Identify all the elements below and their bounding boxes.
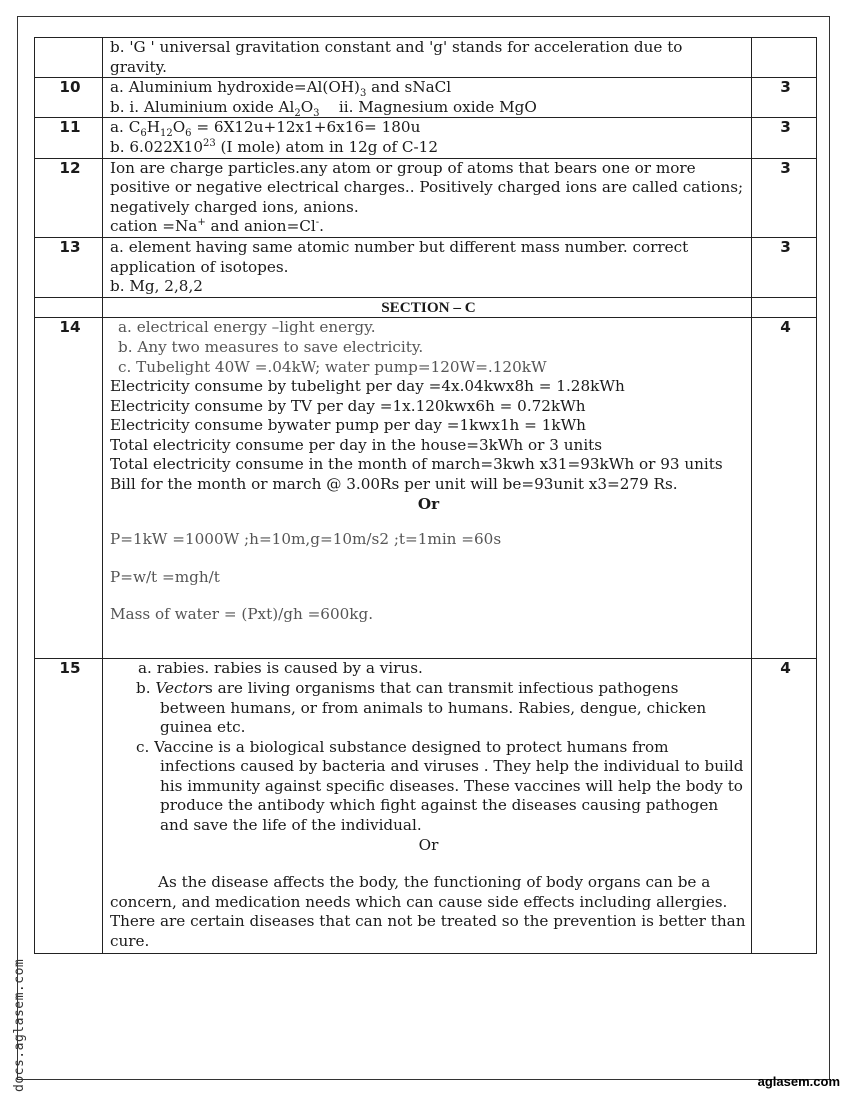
question-number <box>35 38 103 78</box>
answer-cell <box>103 118 752 158</box>
table-row <box>35 118 817 158</box>
marks-cell: 4 <box>752 659 817 954</box>
answer-line: c. Tubelight 40W =.04kW; water pump=120W=.120kW <box>118 357 547 376</box>
table-row <box>35 237 817 297</box>
answer-line: P=w/t =mgh/t <box>110 567 220 586</box>
marks-cell <box>752 38 817 78</box>
answer-line: b. $6.022X10^{23}$ (I mole) atom in 12g of C-12 <box>110 137 438 156</box>
answer-cell <box>103 237 752 297</box>
answer-line: Electricity consume by TV per day =1x.120kwx6h = 0.72kWh <box>110 396 586 415</box>
or-separator: Or <box>417 494 440 513</box>
answer-line: b. 'G ' universal gravitation constant and 'g' stands for acceleration due to <box>110 38 683 56</box>
marks-cell: 3 <box>752 237 817 297</box>
answer-line: a. Aluminium $hydroxide=Al(OH)_3$ and sNaCl <box>110 78 452 100</box>
answer-paragraph: a. element having same atomic number but different mass number. correct application of isotopes. <box>110 237 689 276</box>
marks-cell: 3 <box>752 158 817 237</box>
empty-cell <box>752 297 817 318</box>
answer-paragraph: b. Vectors are living organisms that can transmit infectious pathogens between humans, or from animals to humans. Rabies, dengue, chicken guinea etc. <box>136 678 707 737</box>
watermark-text: docs.aglasem.com <box>12 958 27 1092</box>
answer-table <box>34 37 817 954</box>
answer-cell <box>103 38 752 78</box>
marks-cell: 3 <box>752 78 817 118</box>
empty-cell <box>35 297 103 318</box>
answer-line: Mass of water = (Pxt)/gh =600kg. <box>110 605 374 624</box>
answer-line: gravity. <box>110 57 167 76</box>
table-row <box>35 38 817 78</box>
question-number: 14 <box>35 318 103 659</box>
answer-line: b. Any two measures to save electricity. <box>118 337 424 356</box>
answer-cell <box>103 158 752 237</box>
question-number: 12 <box>35 158 103 237</box>
section-row <box>35 297 817 318</box>
answer-paragraph: As the disease affects the body, the functioning of body organs can be a concern, and medication needs which can cause side effects including allergies. There are certain diseases that can not be treated so the prevention is better than cure. <box>110 873 746 951</box>
question-number: 13 <box>35 237 103 297</box>
answer-line: P=1kW =1000W ;h=10m,g=10m/s2 ;t=1min =60s <box>110 530 502 549</box>
table-row <box>35 158 817 237</box>
answer-line: Bill for the month or march @ 3.00Rs per unit will be=93unit x3=279 Rs. <box>110 475 678 494</box>
answer-line: Electricity consume bywater pump per day =1kwx1h = 1kWh <box>110 416 586 435</box>
question-number: 15 <box>35 659 103 954</box>
brand-logo-text[interactable]: aglasem.com <box>757 1074 840 1089</box>
answer-line: Electricity consume by tubelight per day =4x.04kwx8h = 1.28kWh <box>110 377 625 396</box>
marks-cell: 3 <box>752 118 817 158</box>
answer-paragraph: Ion are charge particles.any atom or group of atoms that bears one or more positive or negative electrical charges.. Positively charged ions are called cations; negatively charged ions, anions. <box>110 158 744 216</box>
answer-line: Total electricity consume per day in the house=3kWh or 3 units <box>110 435 603 454</box>
table-row <box>35 318 817 659</box>
or-separator: Or <box>418 835 439 854</box>
answer-paragraph: Total electricity consume in the month of march=3kwh x31=93kWh or 93 units <box>110 455 723 474</box>
answer-line: a. $C_6H_{12}O_6 = 6X12u+12x1+6x16= 180u$ <box>110 118 421 140</box>
answer-cell <box>103 318 752 659</box>
answer-cell <box>103 659 752 954</box>
answer-line: a. electrical energy –light energy. <box>118 318 376 337</box>
section-heading: SECTION – C <box>103 297 752 318</box>
table-row <box>35 78 817 118</box>
question-number: 10 <box>35 78 103 118</box>
marks-cell: 4 <box>752 318 817 659</box>
answer-paragraph: c. Vaccine is a biological substance designed to protect humans from infections caused by bacteria and viruses . They help the individual to build his immunity against specific diseases. These vaccines will help the body to produce the antibody which fight against the diseases causing pathogen and save the life of the individual. <box>136 737 744 835</box>
answer-line: b. Mg, 2,8,2 <box>110 277 203 296</box>
answer-line: cation =Na+ and anion=Cl-. <box>110 217 324 236</box>
answer-cell <box>103 78 752 118</box>
answer-line: b. i. Aluminium oxide $Al_2O_3$ ii. Magnesium oxide MgO <box>110 97 537 119</box>
table-row <box>35 659 817 954</box>
question-number: 11 <box>35 118 103 158</box>
answer-line: a. rabies. rabies is caused by a virus. <box>138 659 423 678</box>
